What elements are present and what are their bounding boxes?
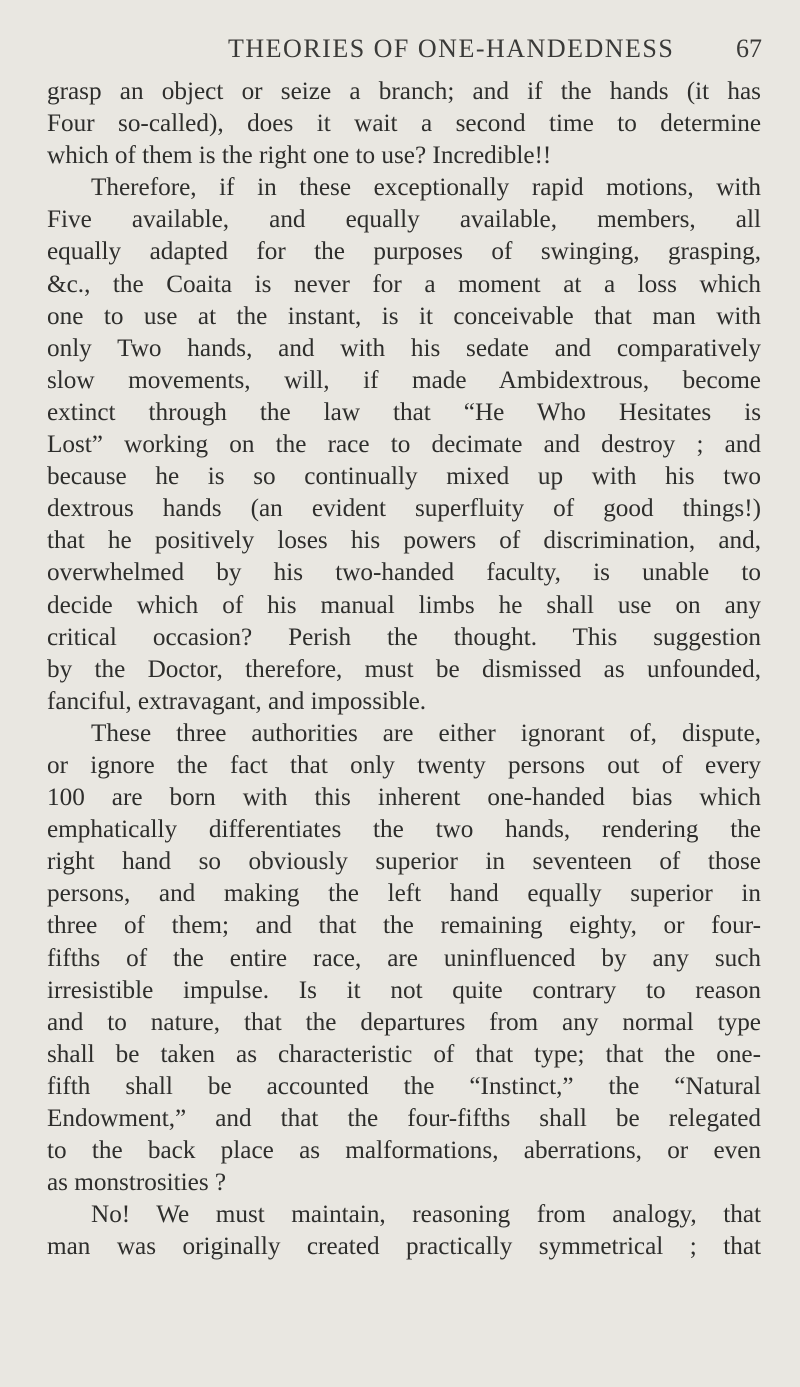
text-line: or ignore the fact that only twenty persons out of every xyxy=(47,751,761,779)
text-line: to the back place as malformations, aberrations, or even xyxy=(47,1137,761,1165)
text-line: slow movements, will, if made Ambidextrous, become xyxy=(47,366,761,394)
text-line: that he positively loses his powers of discrimination, and, xyxy=(47,527,761,555)
text-line: Five available, and equally available, members, all xyxy=(47,206,761,234)
text-line: as monstrosities ? xyxy=(47,1169,227,1197)
text-line: because he is so continually mixed up with his two xyxy=(47,463,761,491)
text-line: Four so-called), does it wait a second time to determine xyxy=(47,110,761,138)
text-line: overwhelmed by his two-handed faculty, is unable to xyxy=(47,559,761,587)
text-line: right hand so obviously superior in seventeen of those xyxy=(47,848,761,876)
text-line: fifth shall be accounted the “Instinct,” the “Natural xyxy=(47,1072,761,1100)
text-line: extinct through the law that “He Who Hesitates is xyxy=(47,398,761,426)
text-line: dextrous hands (an evident superfluity of good things!) xyxy=(47,495,761,523)
text-line: fanciful, extravagant, and impossible. xyxy=(47,687,427,715)
text-line: equally adapted for the purposes of swinging, grasping, xyxy=(47,238,761,266)
text-line: three of them; and that the remaining eighty, or four- xyxy=(47,912,761,940)
text-line: emphatically differentiates the two hands, rendering the xyxy=(47,816,761,844)
body-text xyxy=(47,76,761,1263)
running-title: THEORIES OF ONE-HANDEDNESS xyxy=(228,34,675,63)
text-line: fifths of the entire race, are uninfluenced by any such xyxy=(47,944,761,972)
text-line: Endowment,” and that the four-fifths shall be relegated xyxy=(47,1105,761,1132)
text-line: by the Doctor, therefore, must be dismissed as unfounded, xyxy=(47,655,761,683)
text-line: which of them is the right one to use? Incredible!! xyxy=(47,142,552,170)
text-line: persons, and making the left hand equally superior in xyxy=(47,880,761,908)
text-line: only Two hands, and with his sedate and comparatively xyxy=(47,334,761,362)
text-line: Lost” working on the race to decimate and destroy ; and xyxy=(47,431,761,459)
text-line: man was originally created practically symmetrical ; that xyxy=(47,1233,761,1261)
text-line: grasp an object or seize a branch; and if the hands (it has xyxy=(47,78,761,105)
text-line: critical occasion? Perish the thought. This suggestion xyxy=(47,623,761,651)
text-line: irresistible impulse. Is it not quite contrary to reason xyxy=(47,976,761,1004)
text-line: 100 are born with this inherent one-handed bias which xyxy=(47,784,761,812)
text-line: and to nature, that the departures from any normal type xyxy=(47,1008,761,1036)
text-line: &c., the Coaita is never for a moment at a loss which xyxy=(47,270,761,298)
text-line: decide which of his manual limbs he shall use on any xyxy=(47,591,761,619)
page-number: 67 xyxy=(736,34,762,63)
text-line: These three authorities are either ignorant of, dispute, xyxy=(91,719,761,747)
text-line: shall be taken as characteristic of that type; that the one- xyxy=(47,1040,761,1068)
text-line: one to use at the instant, is it conceivable that man with xyxy=(47,302,761,330)
text-line: No! We must maintain, reasoning from analogy, that xyxy=(91,1201,761,1229)
text-line: Therefore, if in these exceptionally rapid motions, with xyxy=(91,174,761,202)
